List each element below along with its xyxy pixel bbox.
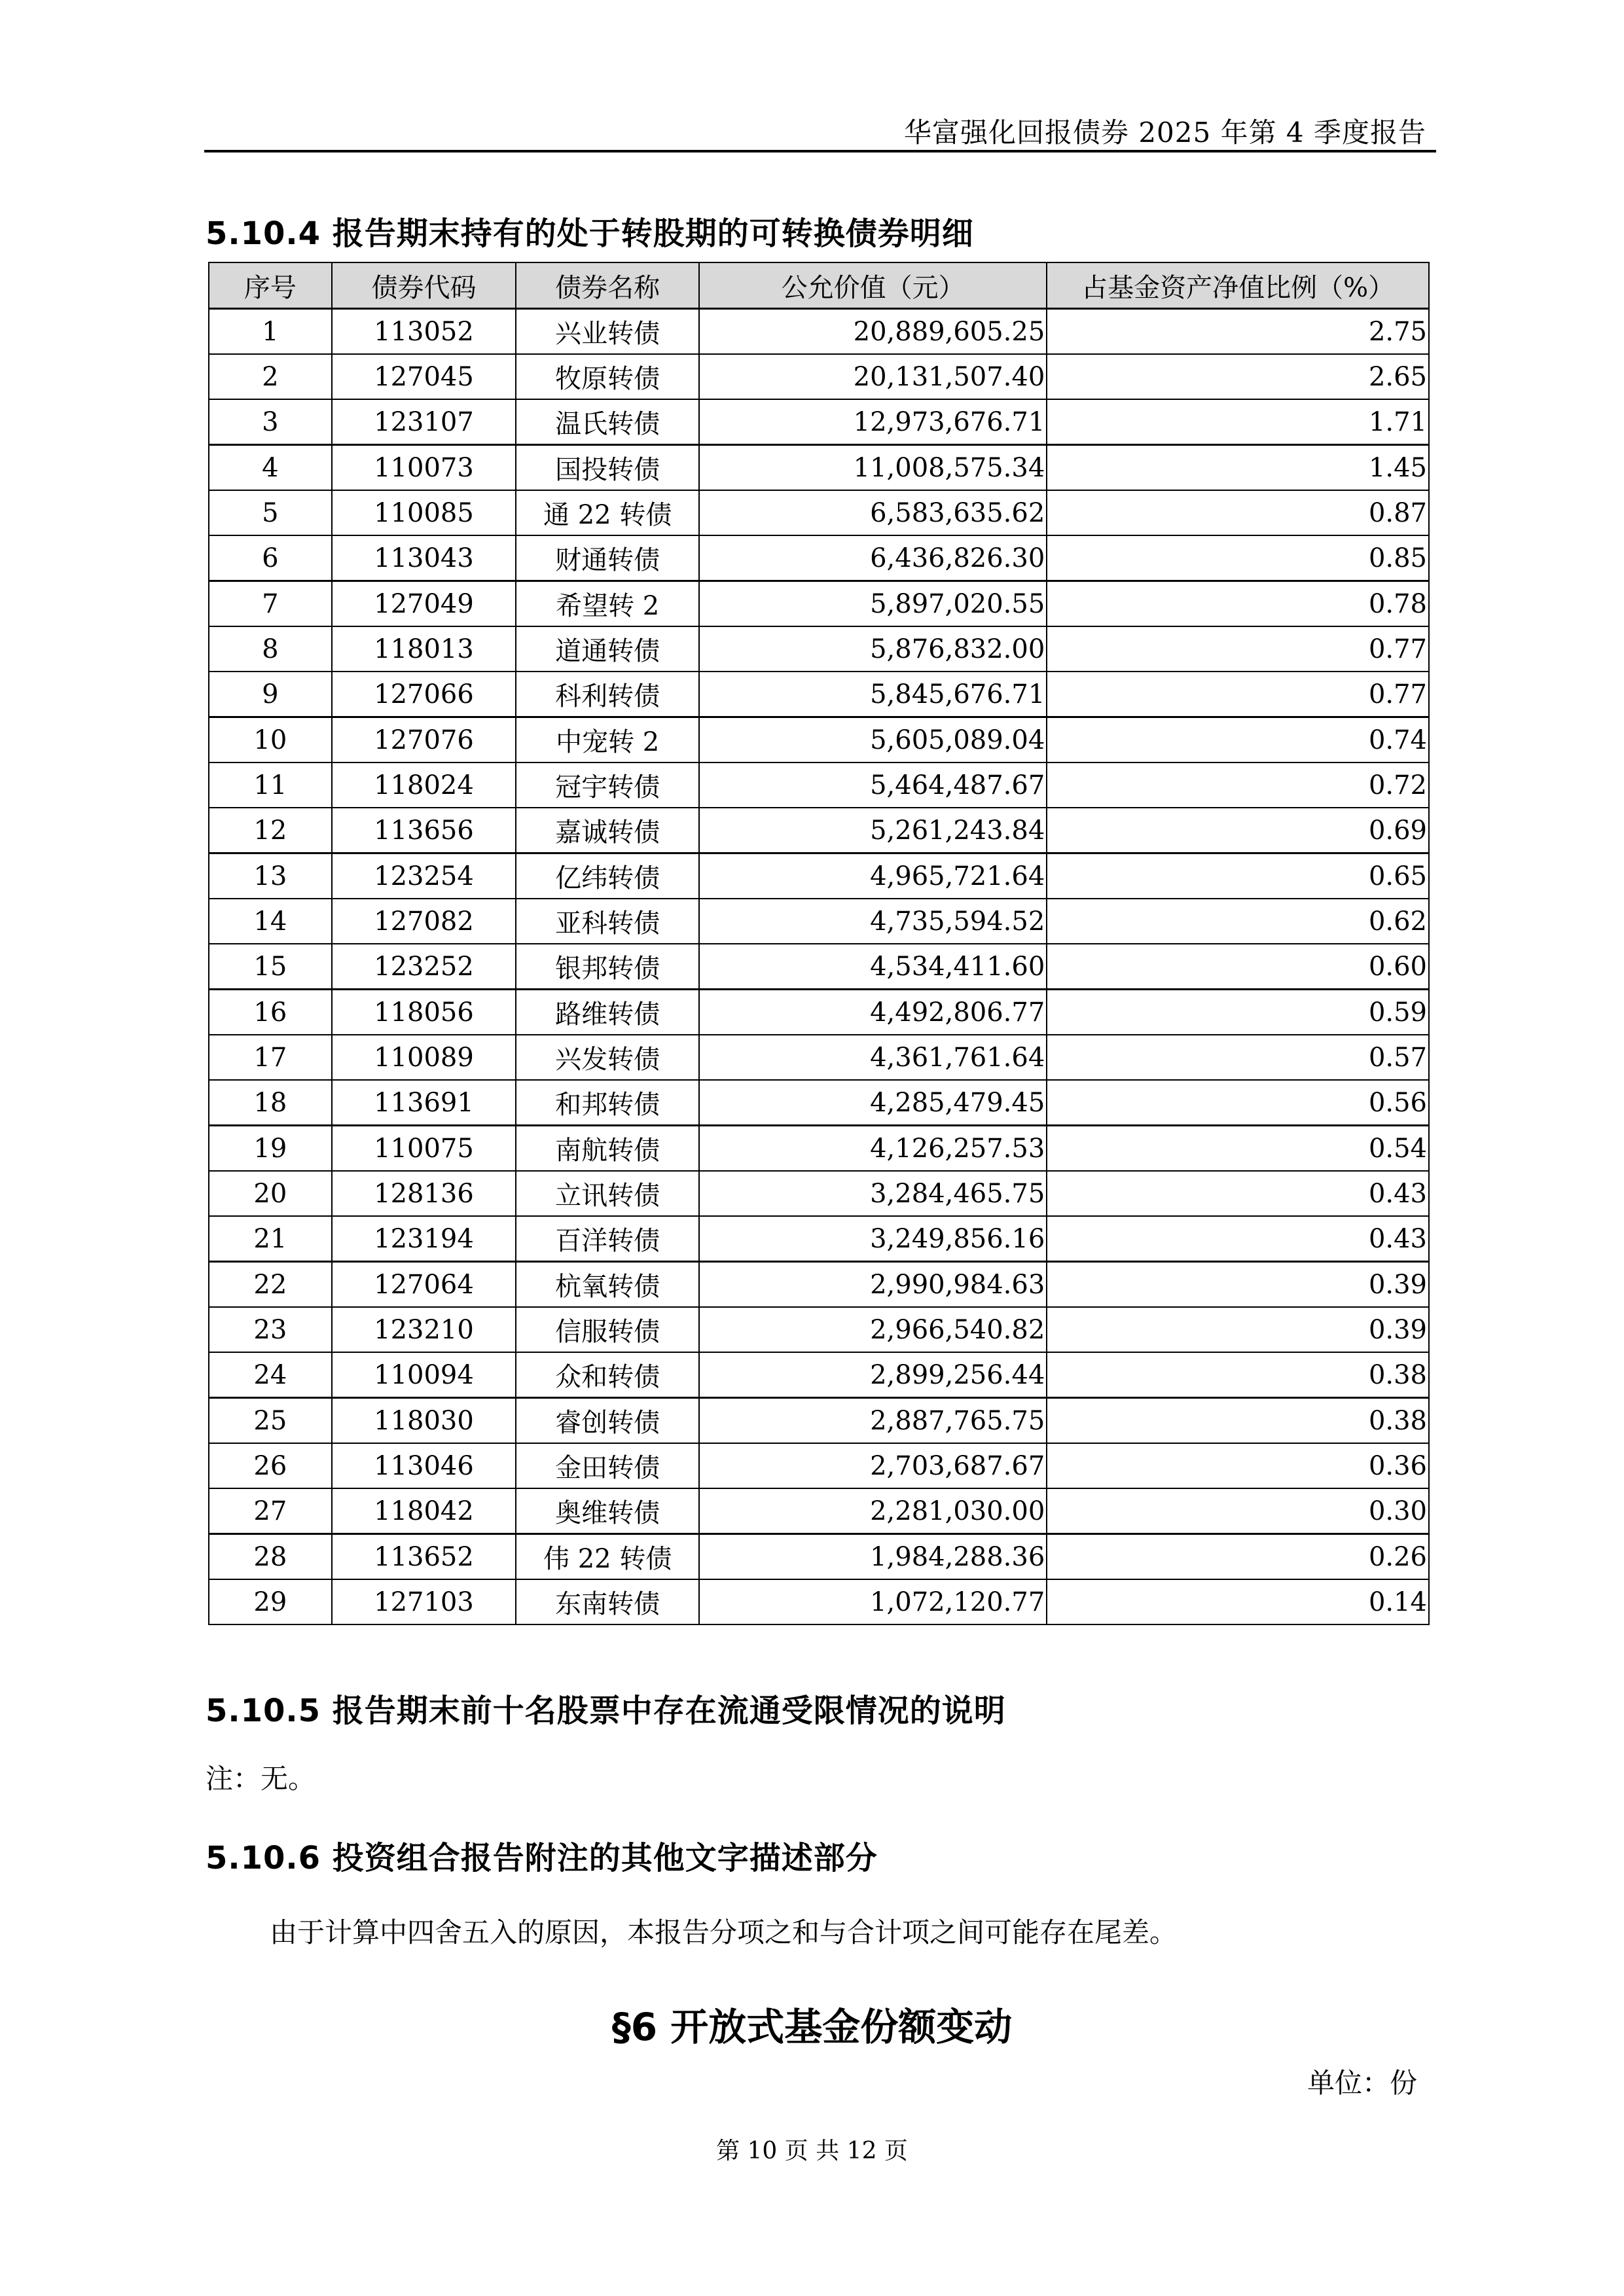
table-row [209,354,1429,399]
cell-bond-name: 伟 22 转债 [516,1534,699,1580]
section-heading-5-10-4: 5.10.4 报告期末持有的处于转股期的可转换债券明细 [206,215,974,252]
cell-bond-code: 127064 [332,1262,516,1308]
cell-index: 25 [209,1398,332,1444]
cell-fair-value: 2,990,984.63 [699,1262,1047,1308]
cell-index: 11 [209,762,332,808]
cell-index: 18 [209,1080,332,1126]
chapter-title-section-6: §6 开放式基金份额变动 [611,2005,1013,2049]
cell-fair-value: 5,845,676.71 [699,672,1047,717]
cell-fair-value: 4,965,721.64 [699,853,1047,899]
cell-bond-name: 温氏转债 [516,399,699,445]
cell-bond-code: 118030 [332,1398,516,1444]
cell-index: 16 [209,990,332,1035]
cell-bond-code: 113691 [332,1080,516,1126]
cell-bond-name: 冠宇转债 [516,762,699,808]
cell-bond-code: 110085 [332,490,516,535]
column-header-bond-name: 债券名称 [516,262,699,309]
cell-nav-ratio: 1.45 [1047,445,1429,491]
cell-bond-code: 113046 [332,1443,516,1488]
cell-index: 1 [209,309,332,355]
cell-index: 7 [209,581,332,627]
cell-nav-ratio: 0.74 [1047,717,1429,763]
cell-bond-name: 东南转债 [516,1579,699,1624]
cell-bond-code: 123210 [332,1307,516,1352]
table-row [209,1352,1429,1398]
cell-fair-value: 5,605,089.04 [699,717,1047,763]
cell-index: 14 [209,899,332,944]
cell-index: 15 [209,944,332,990]
table-row [209,853,1429,899]
table-row [209,1080,1429,1126]
table-row [209,445,1429,491]
cell-fair-value: 4,126,257.53 [699,1126,1047,1172]
cell-bond-code: 110094 [332,1352,516,1398]
cell-nav-ratio: 0.62 [1047,899,1429,944]
section-heading-5-10-5: 5.10.5 报告期末前十名股票中存在流通受限情况的说明 [206,1693,1006,1729]
cell-nav-ratio: 0.65 [1047,853,1429,899]
cell-fair-value: 4,361,761.64 [699,1035,1047,1080]
cell-fair-value: 5,464,487.67 [699,762,1047,808]
cell-fair-value: 4,735,594.52 [699,899,1047,944]
cell-bond-code: 113043 [332,535,516,581]
cell-nav-ratio: 0.60 [1047,944,1429,990]
cell-bond-name: 中宠转 2 [516,717,699,763]
column-header-index: 序号 [209,262,332,309]
cell-fair-value: 5,876,832.00 [699,626,1047,672]
cell-bond-code: 123254 [332,853,516,899]
cell-index: 9 [209,672,332,717]
cell-bond-code: 127076 [332,717,516,763]
cell-nav-ratio: 0.30 [1047,1488,1429,1534]
cell-bond-name: 牧原转债 [516,354,699,399]
cell-bond-name: 南航转债 [516,1126,699,1172]
cell-index: 6 [209,535,332,581]
header-divider [204,150,1436,152]
cell-index: 3 [209,399,332,445]
table-row [209,762,1429,808]
cell-fair-value: 2,899,256.44 [699,1352,1047,1398]
cell-bond-name: 国投转债 [516,445,699,491]
cell-nav-ratio: 0.43 [1047,1216,1429,1262]
table-row [209,1443,1429,1488]
cell-index: 19 [209,1126,332,1172]
cell-fair-value: 5,897,020.55 [699,581,1047,627]
cell-fair-value: 12,973,676.71 [699,399,1047,445]
cell-index: 4 [209,445,332,491]
cell-bond-name: 和邦转债 [516,1080,699,1126]
cell-bond-code: 127082 [332,899,516,944]
cell-bond-name: 睿创转债 [516,1398,699,1444]
table-row [209,581,1429,627]
cell-index: 21 [209,1216,332,1262]
page-number-footer: 第 10 页 共 12 页 [716,2138,908,2164]
cell-bond-code: 128136 [332,1171,516,1216]
table-row [209,1534,1429,1580]
cell-nav-ratio: 0.77 [1047,626,1429,672]
cell-nav-ratio: 0.26 [1047,1534,1429,1580]
cell-nav-ratio: 0.56 [1047,1080,1429,1126]
cell-fair-value: 5,261,243.84 [699,808,1047,853]
cell-fair-value: 1,072,120.77 [699,1579,1047,1624]
cell-bond-code: 127103 [332,1579,516,1624]
table-row [209,626,1429,672]
cell-bond-code: 113656 [332,808,516,853]
cell-index: 26 [209,1443,332,1488]
table-row [209,535,1429,581]
column-header-bond-code: 债券代码 [332,262,516,309]
cell-bond-code: 123107 [332,399,516,445]
cell-bond-code: 123194 [332,1216,516,1262]
cell-bond-name: 金田转债 [516,1443,699,1488]
cell-bond-name: 路维转债 [516,990,699,1035]
cell-fair-value: 6,583,635.62 [699,490,1047,535]
cell-nav-ratio: 0.36 [1047,1443,1429,1488]
cell-fair-value: 2,887,765.75 [699,1398,1047,1444]
table-row [209,1216,1429,1262]
cell-fair-value: 1,984,288.36 [699,1534,1047,1580]
cell-nav-ratio: 0.87 [1047,490,1429,535]
cell-bond-name: 科利转债 [516,672,699,717]
cell-bond-code: 118013 [332,626,516,672]
cell-index: 27 [209,1488,332,1534]
cell-index: 13 [209,853,332,899]
cell-bond-name: 信服转债 [516,1307,699,1352]
table-row [209,1579,1429,1624]
cell-bond-code: 110073 [332,445,516,491]
cell-nav-ratio: 0.78 [1047,581,1429,627]
cell-nav-ratio: 0.72 [1047,762,1429,808]
cell-bond-code: 113652 [332,1534,516,1580]
table-row [209,399,1429,445]
cell-fair-value: 4,534,411.60 [699,944,1047,990]
table-row [209,1171,1429,1216]
cell-bond-name: 奥维转债 [516,1488,699,1534]
column-header-nav-ratio: 占基金资产净值比例（%） [1047,262,1429,309]
cell-nav-ratio: 0.85 [1047,535,1429,581]
table-row [209,309,1429,355]
cell-nav-ratio: 1.71 [1047,399,1429,445]
table-row [209,1398,1429,1444]
cell-nav-ratio: 0.57 [1047,1035,1429,1080]
table-row [209,1262,1429,1308]
table-header-row [209,262,1429,309]
cell-fair-value: 3,284,465.75 [699,1171,1047,1216]
cell-bond-code: 127049 [332,581,516,627]
table-row [209,899,1429,944]
table-row [209,990,1429,1035]
cell-nav-ratio: 0.69 [1047,808,1429,853]
cell-fair-value: 2,703,687.67 [699,1443,1047,1488]
cell-index: 17 [209,1035,332,1080]
cell-nav-ratio: 0.39 [1047,1262,1429,1308]
cell-bond-name: 通 22 转债 [516,490,699,535]
cell-index: 8 [209,626,332,672]
cell-bond-code: 118024 [332,762,516,808]
cell-fair-value: 2,281,030.00 [699,1488,1047,1534]
rounding-explanation: 由于计算中四舍五入的原因，本报告分项之和与合计项之间可能存在尾差。 [270,1916,1178,1948]
column-header-fair-value: 公允价值（元） [699,262,1047,309]
unit-label: 单位：份 [1307,2067,1417,2099]
cell-bond-name: 立讯转债 [516,1171,699,1216]
cell-bond-name: 道通转债 [516,626,699,672]
cell-nav-ratio: 0.14 [1047,1579,1429,1624]
table-row [209,717,1429,763]
cell-index: 20 [209,1171,332,1216]
section-heading-5-10-6: 5.10.6 投资组合报告附注的其他文字描述部分 [206,1840,878,1876]
cell-index: 28 [209,1534,332,1580]
cell-fair-value: 3,249,856.16 [699,1216,1047,1262]
cell-bond-code: 127066 [332,672,516,717]
cell-bond-name: 兴发转债 [516,1035,699,1080]
cell-bond-name: 兴业转债 [516,309,699,355]
cell-index: 23 [209,1307,332,1352]
cell-fair-value: 2,966,540.82 [699,1307,1047,1352]
table-row [209,1126,1429,1172]
cell-bond-name: 希望转 2 [516,581,699,627]
cell-fair-value: 4,285,479.45 [699,1080,1047,1126]
cell-index: 29 [209,1579,332,1624]
cell-fair-value: 11,008,575.34 [699,445,1047,491]
cell-bond-code: 110075 [332,1126,516,1172]
cell-fair-value: 20,131,507.40 [699,354,1047,399]
cell-bond-code: 118042 [332,1488,516,1534]
cell-index: 2 [209,354,332,399]
cell-index: 24 [209,1352,332,1398]
cell-nav-ratio: 0.38 [1047,1352,1429,1398]
cell-bond-name: 亚科转债 [516,899,699,944]
cell-nav-ratio: 0.43 [1047,1171,1429,1216]
cell-bond-code: 123252 [332,944,516,990]
cell-bond-name: 杭氧转债 [516,1262,699,1308]
cell-nav-ratio: 2.65 [1047,354,1429,399]
table-row [209,944,1429,990]
cell-bond-code: 118056 [332,990,516,1035]
document-header-title: 华富强化回报债券 2025 年第 4 季度报告 [903,117,1426,149]
cell-fair-value: 20,889,605.25 [699,309,1047,355]
table-row [209,808,1429,853]
cell-bond-name: 银邦转债 [516,944,699,990]
cell-bond-code: 127045 [332,354,516,399]
table-row [209,1307,1429,1352]
cell-index: 5 [209,490,332,535]
cell-bond-name: 百洋转债 [516,1216,699,1262]
cell-bond-code: 113052 [332,309,516,355]
cell-index: 10 [209,717,332,763]
restricted-stock-note: 注：无。 [206,1763,316,1795]
cell-fair-value: 4,492,806.77 [699,990,1047,1035]
cell-nav-ratio: 0.54 [1047,1126,1429,1172]
cell-index: 12 [209,808,332,853]
cell-bond-name: 众和转债 [516,1352,699,1398]
cell-nav-ratio: 0.39 [1047,1307,1429,1352]
cell-nav-ratio: 2.75 [1047,309,1429,355]
cell-bond-name: 财通转债 [516,535,699,581]
cell-nav-ratio: 0.77 [1047,672,1429,717]
table-row [209,672,1429,717]
cell-bond-name: 亿纬转债 [516,853,699,899]
cell-nav-ratio: 0.59 [1047,990,1429,1035]
cell-fair-value: 6,436,826.30 [699,535,1047,581]
cell-bond-code: 110089 [332,1035,516,1080]
convertible-bond-table [208,262,1430,1625]
cell-index: 22 [209,1262,332,1308]
table-row [209,490,1429,535]
cell-nav-ratio: 0.38 [1047,1398,1429,1444]
cell-bond-name: 嘉诚转债 [516,808,699,853]
table-row [209,1035,1429,1080]
table-row [209,1488,1429,1534]
